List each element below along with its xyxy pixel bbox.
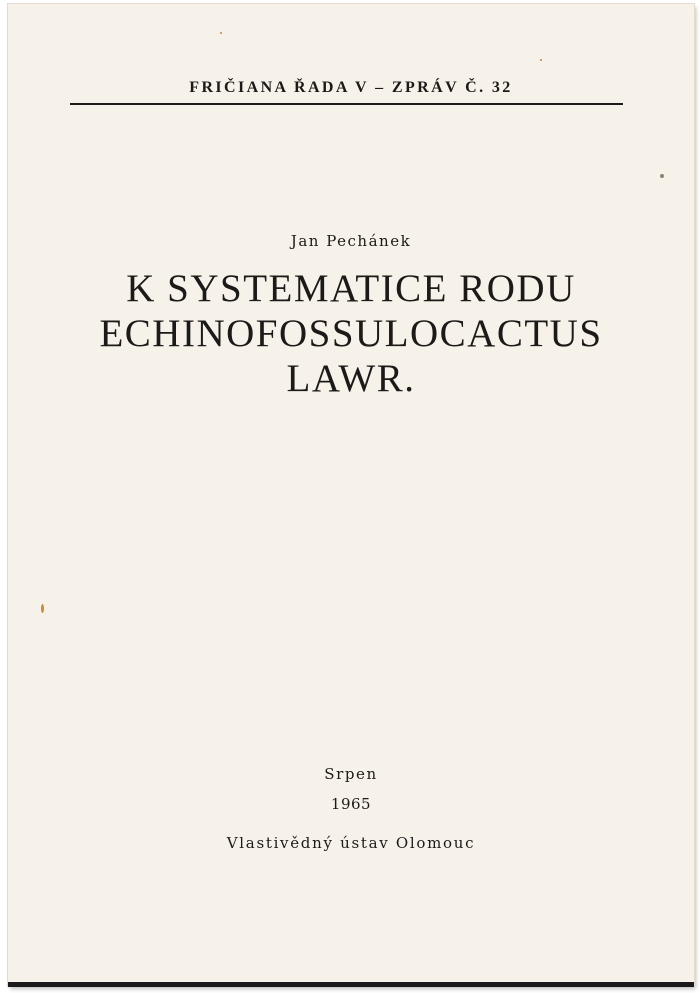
stain-spot [41,604,44,613]
title-line: LAWR. [286,357,416,400]
page-bottom-edge [8,982,694,987]
title-line: ECHINOFOSSULOCACTUS [99,312,603,355]
stain-spot [540,59,542,61]
publisher: Vlastivědný ústav Olomouc [226,834,476,852]
title-line: K SYSTEMATICE RODU [126,267,576,310]
header-rule [70,103,623,105]
cover-page [8,4,694,986]
series-header: FRIČIANA ŘADA V – ZPRÁV Č. 32 [189,79,513,96]
stain-spot [220,32,222,34]
title [8,266,694,401]
author: Jan Pechánek [290,232,412,250]
stain-spot [660,174,664,178]
publication-month: Srpen [324,765,378,783]
publication-year: 1965 [330,795,372,813]
